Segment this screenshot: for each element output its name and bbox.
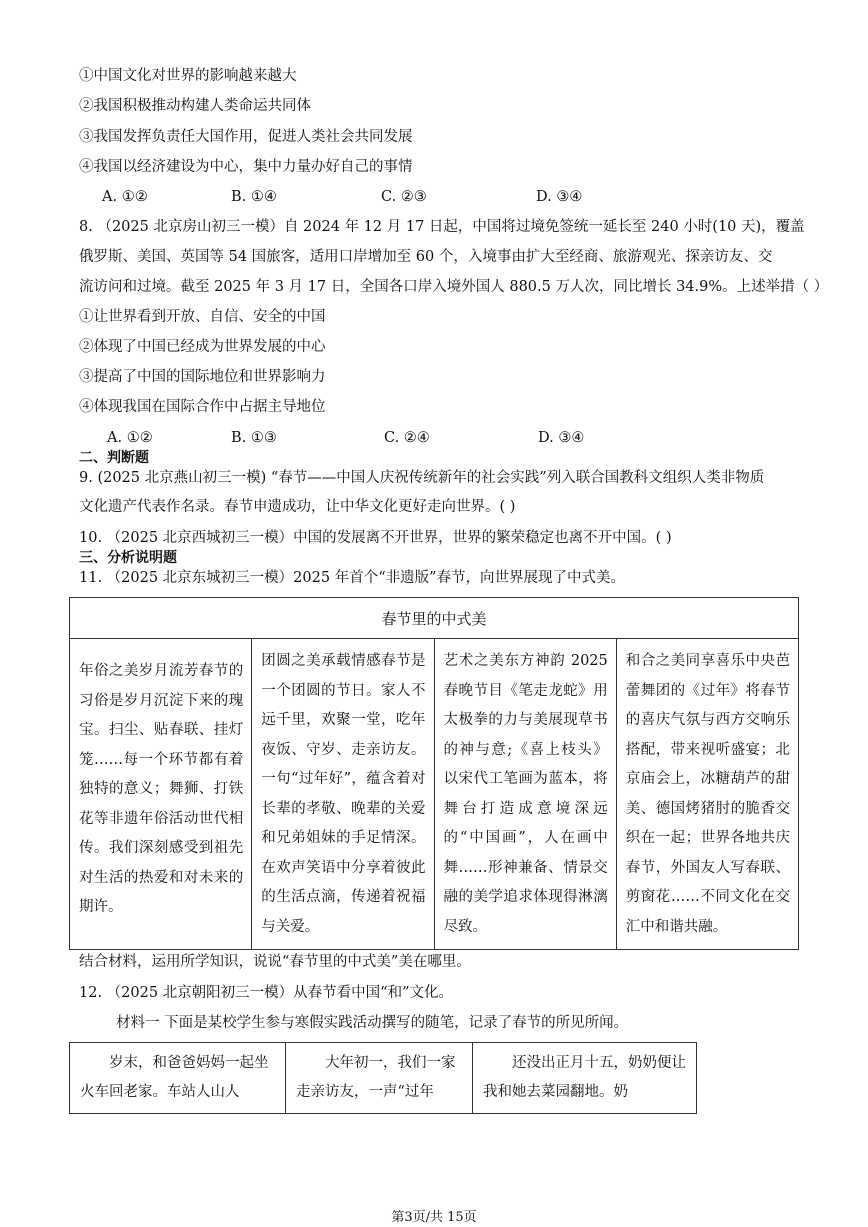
- q7-option-c: C. ②③: [381, 189, 427, 205]
- q7-statement-1: ①中国文化对世界的影响越来越大: [79, 68, 297, 84]
- q8-option-b: B. ①③: [231, 430, 277, 446]
- q9-stem-line-1: 9. (2025 北京燕山初三一模) “春节——中国人庆祝传统新年的社会实践”列入联合国教科文组织人类非物质: [79, 470, 765, 486]
- q8-stem-line-2: 俄罗斯、美国、英国等 54 国旅客，适用口岸增加至 60 个，入境事由扩大至经商、旅游观光、探亲访友、交: [79, 249, 773, 265]
- q8-option-a: A. ①②: [107, 430, 153, 446]
- q11-cell-harmony: 和合之美同享喜乐中央芭蕾舞团的《过年》将春节的喜庆气氛与西方交响乐搭配，带来视听盛宴；北京庙会上，冰糖葫芦的甜美、德国烤猪肘的脆香交织在一起；世界各地共庆春节，外国友人写春联、剪窗花……不同文化在交汇中和谐共融。: [625, 653, 790, 935]
- q7-statement-4: ④我国以经济建设为中心，集中力量办好自己的事情: [79, 159, 413, 175]
- q7-statement-3: ③我国发挥负责任大国作用，促进人类社会共同发展: [79, 129, 413, 145]
- q12-stem: 12. （2025 北京朝阳初三一模）从春节看中国“和”文化。: [79, 985, 454, 1001]
- q9-stem-line-2: 文化遗产代表作名录。春节申遗成功，让中华文化更好走向世界。( ): [79, 499, 516, 515]
- q8-statement-2: ②体现了中国已经成为世界发展的中心: [79, 339, 326, 355]
- q7-option-a: A. ①②: [102, 189, 148, 205]
- q10-stem: 10. （2025 北京西城初三一模）中国的发展离不开世界，世界的繁荣稳定也离不开中国。( ): [79, 530, 672, 546]
- page-footer: 第3页/共 15页: [391, 1210, 477, 1225]
- q8-option-d: D. ③④: [538, 430, 585, 446]
- q12-material-table: [69, 1042, 697, 1114]
- q7-statement-2: ②我国积极推动构建人类命运共同体: [79, 98, 311, 114]
- q8-option-c: C. ②④: [384, 430, 430, 446]
- q11-cell-reunion: 团圆之美承载情感春节是一个团圆的节日。家人不远千里，欢聚一堂，吃年夜饭、守岁、走亲访友。一句“过年好”，蕴含着对长辈的孝敬、晚辈的关爱和兄弟姐妹的手足情深。在欢声笑语中分享着彼此的生活点滴，传递着祝福与关爱。: [261, 653, 426, 935]
- section-title-judgement: 二、判断题: [79, 450, 149, 466]
- q8-stem-line-3: 流访问和过境。截至 2025 年 3 月 17 日，全国各口岸入境外国人 880.5 万人次，同比增长 34.9%。上述举措（ ）: [79, 279, 829, 295]
- q11-stem: 11. （2025 北京东城初三一模）2025 年首个“非遗版”春节，向世界展现了中式美。: [79, 570, 626, 586]
- q8-statement-1: ①让世界看到开放、自信、安全的中国: [79, 309, 326, 325]
- q8-statement-4: ④体现我国在国际合作中占据主导地位: [79, 399, 326, 415]
- q12-cell-2: 大年初一，我们一家走亲访友，一声“过年: [286, 1043, 473, 1114]
- q11-cell-customs: 年俗之美岁月流芳春节的习俗是岁月沉淀下来的瑰宝。扫尘、贴春联、挂灯笼……每一个环节都有着独特的意义；舞狮、打铁花等非遗年俗活动世代相传。我们深刻感受到祖先对生活的热爱和对未来的期许。: [79, 663, 244, 915]
- section-title-analysis: 三、分析说明题: [79, 550, 177, 566]
- q7-option-d: D. ③④: [536, 189, 583, 205]
- q11-cell-art: 艺术之美东方神韵 2025 春晚节目《笔走龙蛇》用太极拳的力与美展现草书的神与意;《喜上枝头》以宋代工笔画为蓝本，将舞台打造成意境深远的“中国画”，人在画中舞……形神兼备、情景交融的美学追求体现得淋漓尽致。: [443, 653, 608, 935]
- q12-material-intro: 材料一 下面是某校学生参与寒假实践活动撰写的随笔，记录了春节的所见所闻。: [116, 1015, 629, 1031]
- q11-material-table: [69, 597, 799, 950]
- q11-table-caption: 春节里的中式美: [70, 598, 799, 639]
- q8-statement-3: ③提高了中国的国际地位和世界影响力: [79, 369, 326, 385]
- q11-prompt: 结合材料，运用所学知识，说说“春节里的中式美”美在哪里。: [79, 954, 471, 970]
- q8-stem-line-1: 8. （2025 北京房山初三一模）自 2024 年 12 月 17 日起，中国将过境免签统一延长至 240 小时(10 天)，覆盖: [79, 219, 805, 235]
- q7-option-b: B. ①④: [231, 189, 277, 205]
- q12-cell-3: 还没出正月十五，奶奶便让我和她去菜园翻地。奶: [473, 1043, 697, 1114]
- q12-cell-1: 岁末，和爸爸妈妈一起坐火车回老家。车站人山人: [70, 1043, 286, 1114]
